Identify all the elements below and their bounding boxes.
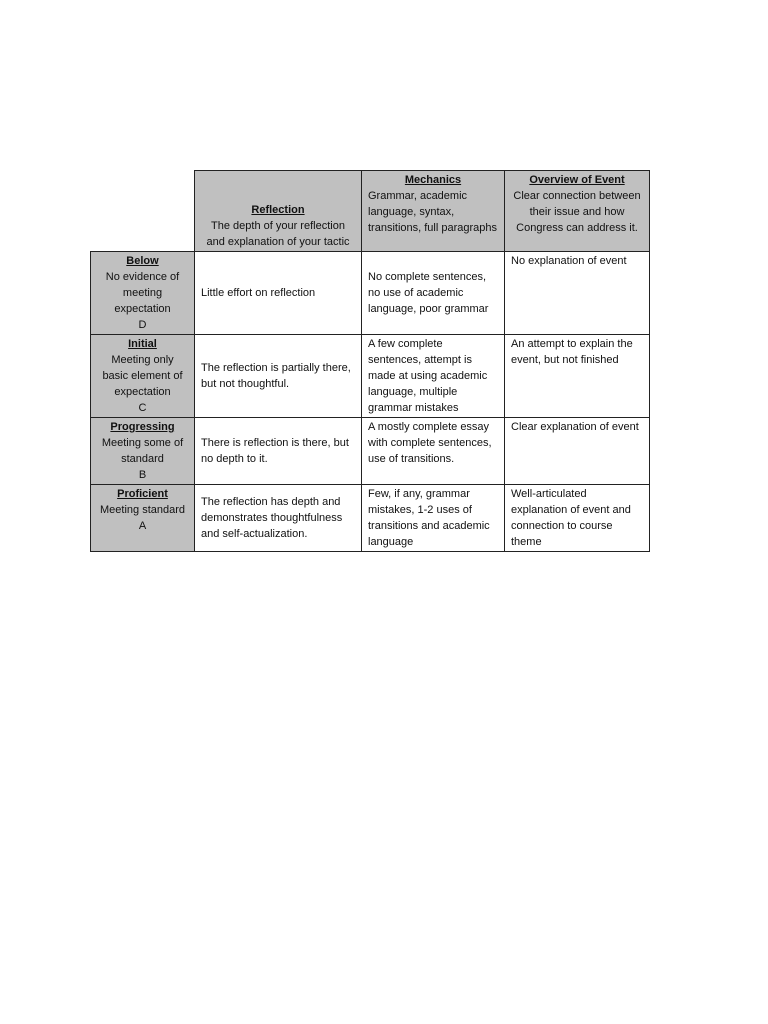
mechanics-cell: A mostly complete essay with complete sentences, use of transitions. <box>362 418 505 485</box>
mechanics-cell: No complete sentences, no use of academic language, poor grammar <box>362 252 505 335</box>
mechanics-cell: Few, if any, grammar mistakes, 1-2 uses of transitions and academic language <box>362 485 505 552</box>
level-row-below <box>91 252 650 335</box>
overview-cell: An attempt to explain the event, but not finished <box>505 335 650 418</box>
header-overview <box>505 171 650 252</box>
level-title: Progressing <box>110 421 175 433</box>
header-mechanics <box>362 171 505 252</box>
level-label-proficient <box>91 485 195 552</box>
reflection-cell: The reflection is partially there, but not thoughtful. <box>195 335 362 418</box>
mechanics-cell: A few complete sentences, attempt is made at using academic language, multiple grammar mistakes <box>362 335 505 418</box>
level-desc: No evidence of meeting expectation <box>105 271 180 315</box>
reflection-cell: Little effort on reflection <box>195 252 362 335</box>
level-desc: Meeting standard <box>100 504 185 516</box>
level-grade: A <box>138 520 147 532</box>
level-label-initial <box>91 335 195 418</box>
level-desc: Meeting some of standard <box>101 437 184 465</box>
header-reflection-desc: The depth of your reflection and explanation of your tactic <box>206 220 350 248</box>
header-mechanics-title: Mechanics <box>404 174 462 186</box>
level-row-proficient <box>91 485 650 552</box>
rubric-table <box>90 170 650 552</box>
header-mechanics-desc: Grammar, academic language, syntax, transitions, full paragraphs <box>368 190 498 234</box>
level-title: Below <box>126 255 159 267</box>
level-grade: C <box>138 402 147 414</box>
corner-cell <box>91 171 195 252</box>
level-grade: B <box>138 469 147 481</box>
level-title: Proficient <box>117 488 168 500</box>
header-reflection-title: Reflection <box>251 204 305 216</box>
header-row <box>91 171 650 252</box>
reflection-cell: There is reflection is there, but no depth to it. <box>195 418 362 485</box>
overview-cell: No explanation of event <box>505 252 650 335</box>
level-row-initial <box>91 335 650 418</box>
header-reflection <box>195 171 362 252</box>
overview-cell: Clear explanation of event <box>505 418 650 485</box>
level-title: Initial <box>128 338 157 350</box>
header-overview-title: Overview of Event <box>529 174 625 186</box>
overview-cell: Well-articulated explanation of event and connection to course theme <box>505 485 650 552</box>
level-label-below <box>91 252 195 335</box>
reflection-cell: The reflection has depth and demonstrates thoughtfulness and self-actualization. <box>195 485 362 552</box>
level-grade: D <box>138 319 147 331</box>
level-label-progressing <box>91 418 195 485</box>
level-row-progressing <box>91 418 650 485</box>
header-overview-desc: Clear connection between their issue and how Congress can address it. <box>513 190 641 234</box>
level-desc: Meeting only basic element of expectation <box>102 354 183 398</box>
